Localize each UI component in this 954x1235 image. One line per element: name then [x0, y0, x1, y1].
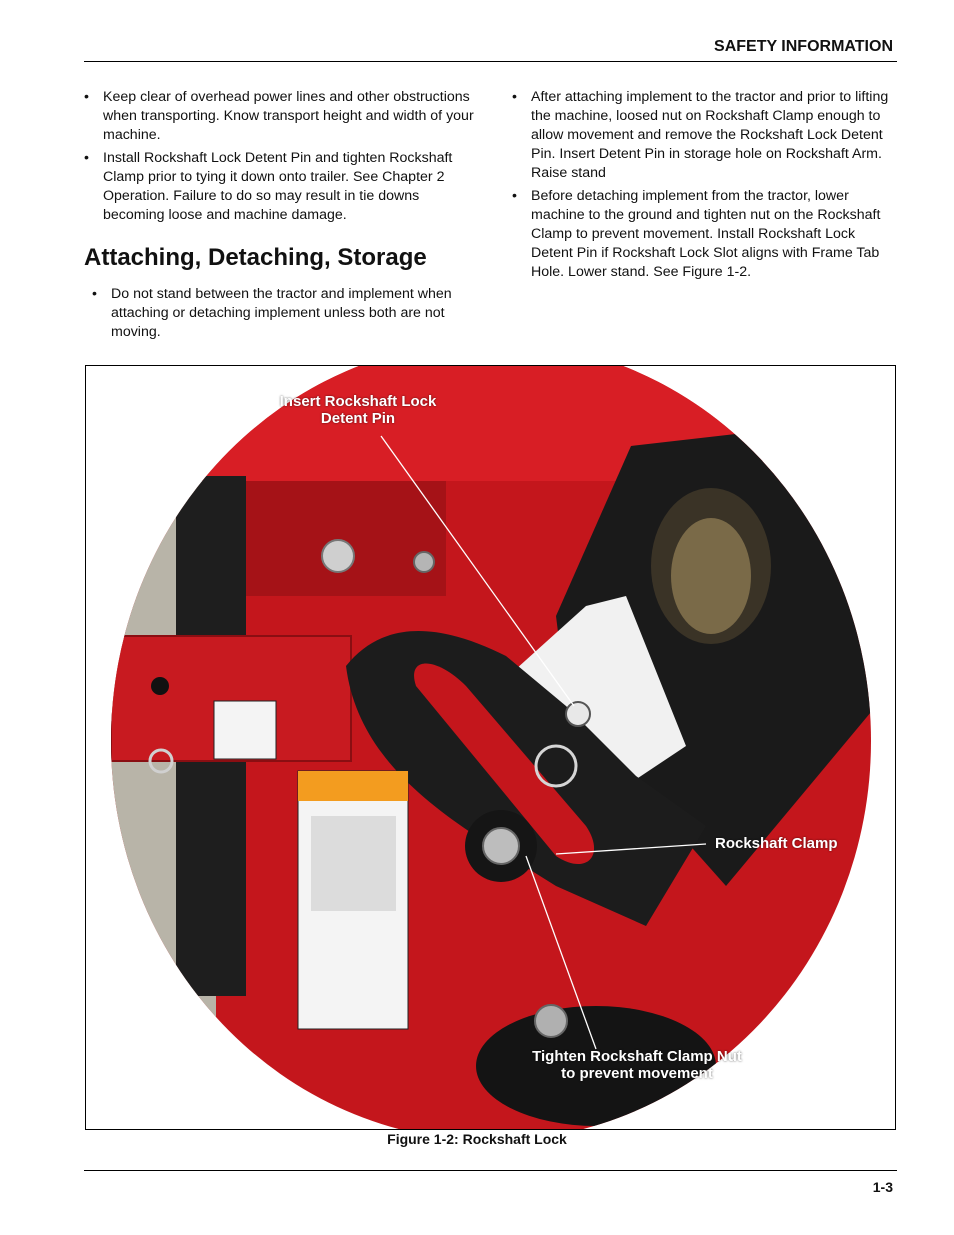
warning-pictogram [311, 816, 396, 911]
clamp-nut [483, 828, 519, 864]
tube-interior [671, 518, 751, 634]
lower-bolt [535, 1005, 567, 1037]
bracket-hole [151, 677, 169, 695]
parking-stand-decal [214, 701, 276, 759]
right-bullet-list [512, 88, 892, 282]
rockshaft-photo [86, 366, 896, 1130]
upper-plate [246, 481, 446, 596]
callout-insert-pin: Insert Rockshaft Lock Detent Pin [279, 393, 437, 427]
bolt-head [322, 540, 354, 572]
left-column [84, 88, 484, 229]
bolt-head-small [414, 552, 434, 572]
header-title: SAFETY INFORMATION [714, 38, 893, 55]
bullet-item: • Do not stand between the tractor and implement when attaching or detaching implement unless both are not moving. [92, 285, 487, 342]
callout-tighten-clamp: Tighten Rockshaft Clamp Nut to prevent movement [532, 1048, 742, 1082]
page-header [84, 30, 897, 62]
callout-rockshaft-clamp: Rockshaft Clamp [715, 835, 838, 852]
right-column [512, 88, 892, 286]
page-number: 1-3 [872, 1179, 893, 1195]
figure-frame [85, 365, 896, 1130]
bullet-item: • Before detaching implement from the tractor, lower machine to the ground and tighten nut on the Rockshaft Clamp to prevent movement. Install Rockshaft Lock Detent Pin if Rockshaft Lock Slot aligns with Frame Tab Hole. Lower stand. See Figure 1-2. [512, 187, 892, 282]
bullet-item: • After attaching implement to the tractor and prior to lifting the machine, loosed nut on Rockshaft Clamp enough to allow movement and remove the Rockshaft Lock Detent Pin. Insert Detent Pin in storage hole on Rockshaft Arm. Raise stand [512, 88, 892, 183]
bullet-item: • Install Rockshaft Lock Detent Pin and tighten Rockshaft Clamp prior to tying it down onto trailer. See Chapter 2 Operation. Failure to do so may result in tie downs becoming loose and machine damage. [84, 149, 484, 225]
page-footer [84, 1170, 897, 1195]
bullet-item: • Keep clear of overhead power lines and other obstructions when transporting. Know transport height and width of your machine. [84, 88, 484, 145]
figure-caption: Figure 1-2: Rockshaft Lock [387, 1131, 567, 1147]
left-bullet-list [84, 88, 484, 225]
section-body [92, 285, 487, 346]
warning-header [298, 771, 408, 801]
section-title: Attaching, Detaching, Storage [84, 244, 427, 271]
detent-pin [566, 702, 590, 726]
section-bullet-list [92, 285, 487, 342]
